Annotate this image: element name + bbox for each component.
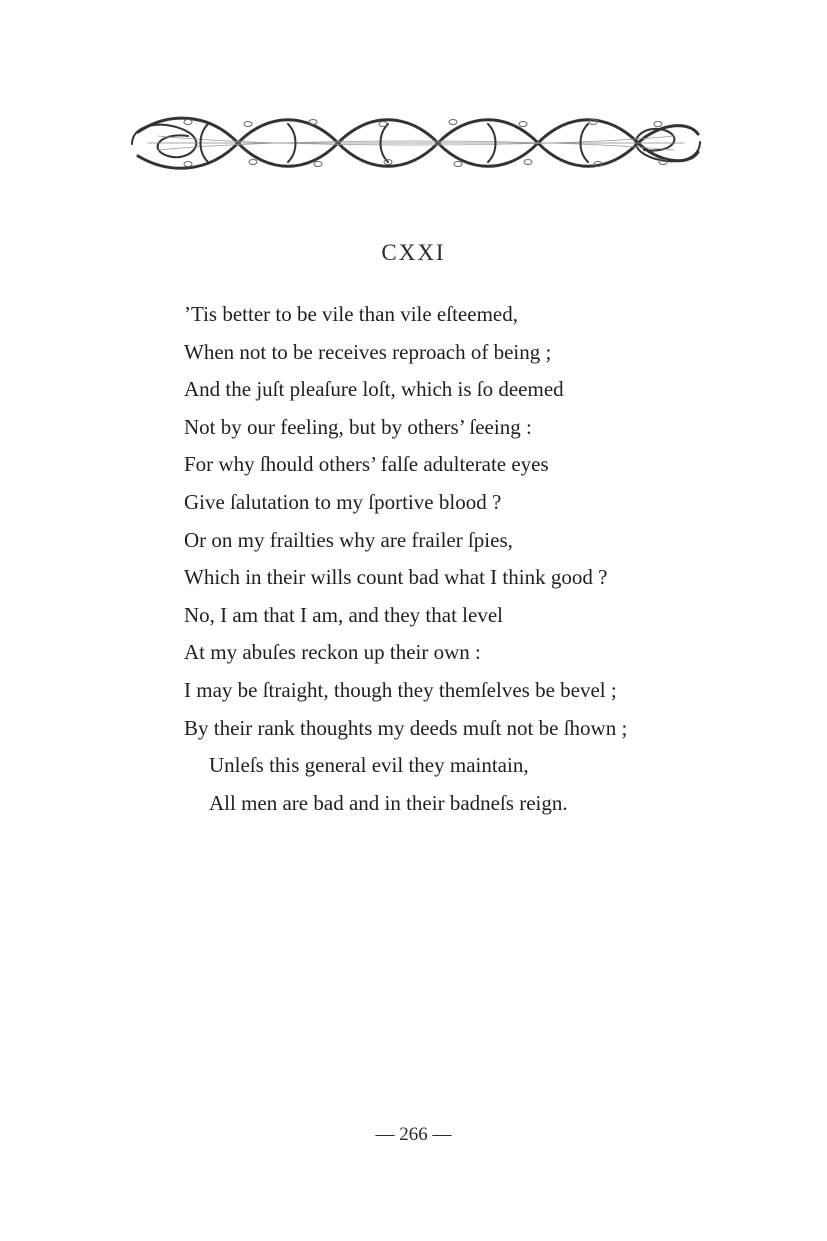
poem-line: When not to be receives reproach of being ; xyxy=(184,339,552,364)
couplet-line: All men are bad and in their badneſs reign. xyxy=(209,790,568,815)
poem-line: I may be ſtraight, though they themſelves be bevel ; xyxy=(184,677,617,702)
poem-line: And the juſt pleaſure loſt, which is ſo deemed xyxy=(184,377,564,402)
sonnet-number: CXXI xyxy=(381,240,446,265)
scrollwork-ornament-icon xyxy=(128,112,704,174)
poem-line: At my abuſes reckon up their own : xyxy=(184,640,481,665)
poem-line: Not by our feeling, but by others’ ſeeing : xyxy=(184,414,532,439)
couplet-line: Unleſs this general evil they maintain, xyxy=(209,753,529,778)
poem-line: ’Tis better to be vile than vile eſteemed, xyxy=(184,302,518,326)
poem-line: By their rank thoughts my deeds muſt not be ſhown ; xyxy=(184,715,628,740)
poem-line: Which in their wills count bad what I think good ? xyxy=(184,565,608,590)
poem-line: No, I am that I am, and they that level xyxy=(184,602,503,627)
page-number: — 266 — xyxy=(375,1124,452,1145)
poem-body xyxy=(184,296,744,822)
poem-line: Give ſalutation to my ſportive blood ? xyxy=(184,489,502,514)
poem-line: For why ſhould others’ falſe adulterate eyes xyxy=(184,452,549,477)
poem-line: Or on my frailties why are frailer ſpies, xyxy=(184,527,513,552)
